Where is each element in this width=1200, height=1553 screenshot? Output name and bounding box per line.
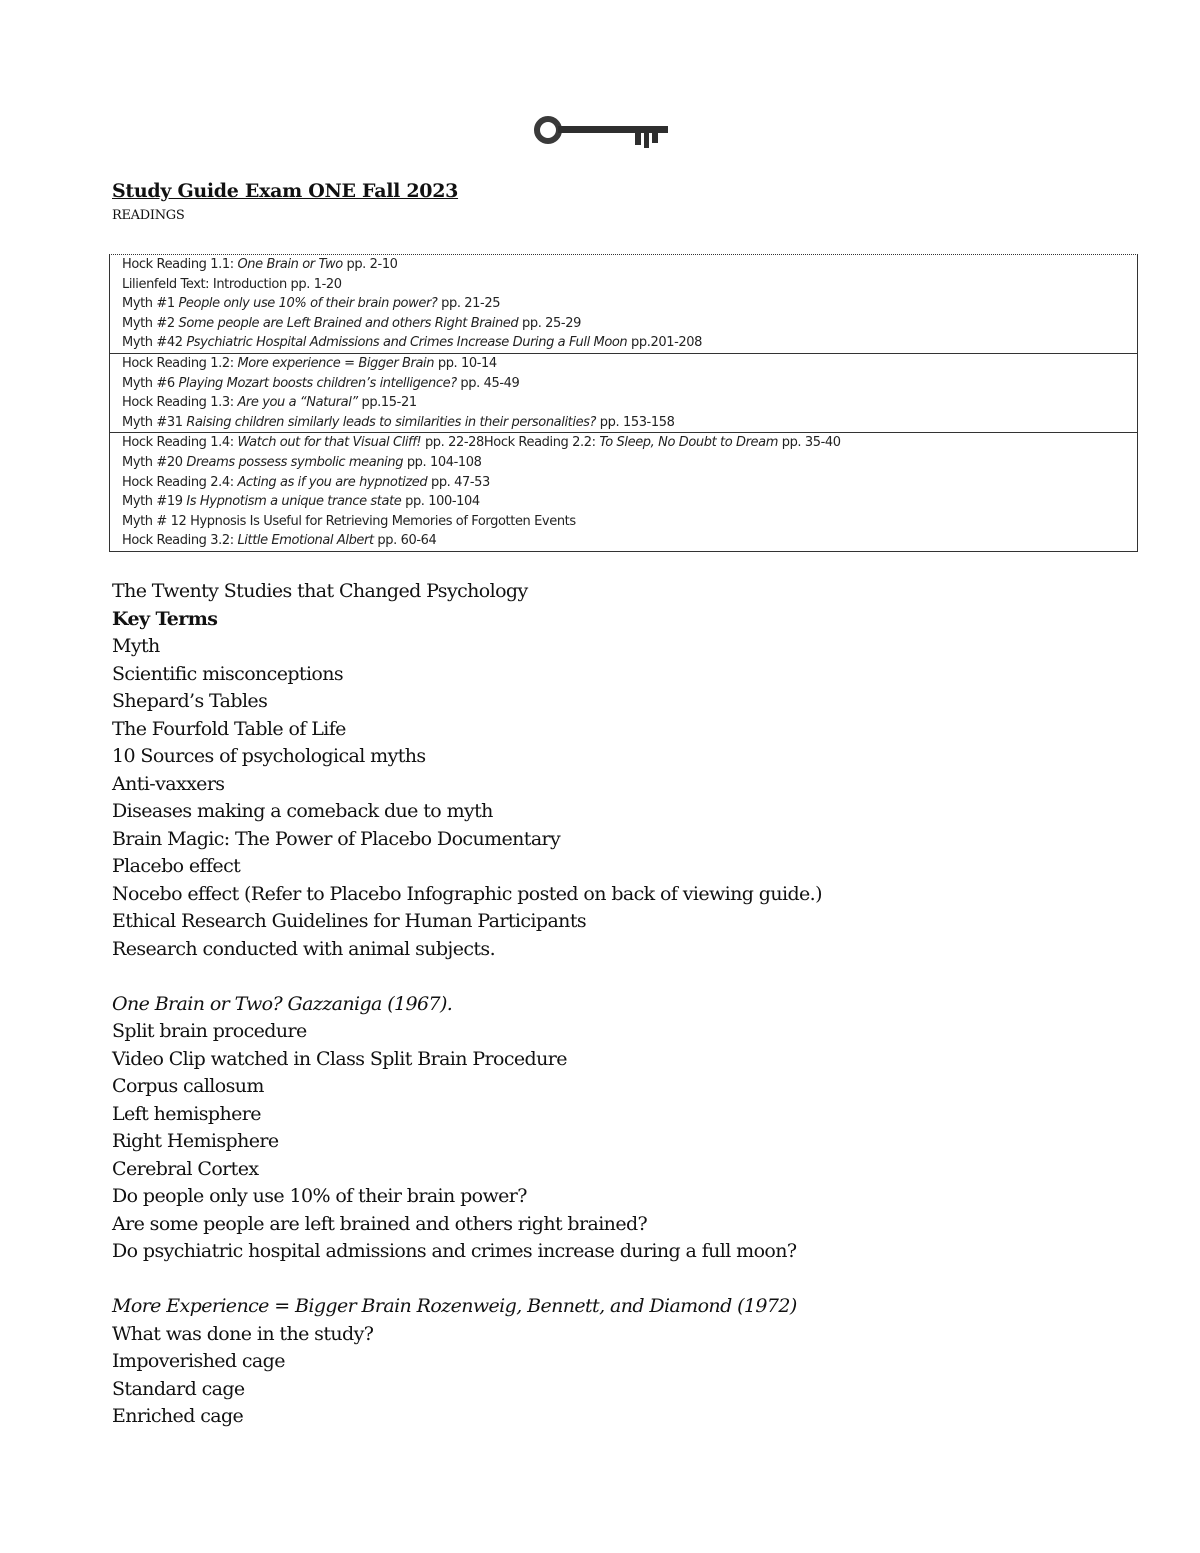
reading-text: Lilienfeld Text: Introduction pp. 1-20 xyxy=(122,276,342,292)
reading-text: Myth #31 xyxy=(122,414,187,430)
readings-group xyxy=(110,255,1137,354)
study-term: Do people only use 10% of their brain power? xyxy=(112,1185,527,1207)
study-term: Shepard’s Tables xyxy=(112,690,268,712)
reading-row xyxy=(110,354,1137,374)
reading-title: One Brain or Two xyxy=(237,257,343,272)
reading-title: People only use 10% of their brain power? xyxy=(178,296,438,312)
reading-text: pp. 25-29 xyxy=(518,315,581,331)
readings-subtitle: READINGS xyxy=(112,208,185,223)
study-term: Cerebral Cortex xyxy=(112,1157,259,1180)
reading-text: pp. 153-158 xyxy=(596,414,675,430)
reading-row xyxy=(110,413,1137,433)
reading-title: Playing Mozart boosts children’s intelligence? xyxy=(178,375,457,391)
study-heading: More Experience = Bigger Brain Rozenweig, Bennett, and Diamond (1972) xyxy=(112,1295,797,1317)
study-term: Split brain procedure xyxy=(112,1020,307,1042)
study-term: Scientific misconceptions xyxy=(112,662,344,685)
key-icon xyxy=(531,113,671,151)
reading-title: To Sleep, No Doubt to Dream xyxy=(599,435,778,451)
study-term: The Twenty Studies that Changed Psychology xyxy=(112,580,528,602)
study-term: Enriched cage xyxy=(112,1405,244,1427)
study-term: Are some people are left brained and others right brained? xyxy=(112,1212,648,1235)
reading-title: More experience = Bigger Brain xyxy=(237,355,435,371)
study-term: Research conducted with animal subjects. xyxy=(112,937,496,960)
blank-line xyxy=(112,963,822,991)
reading-text: pp. 21-25 xyxy=(437,296,501,312)
study-term: Standard cage xyxy=(112,1377,245,1400)
reading-row xyxy=(110,453,1137,473)
reading-text: Hock Reading 1.3: xyxy=(122,395,238,411)
reading-row xyxy=(110,433,1137,453)
reading-text: pp.201-208 xyxy=(627,335,702,351)
reading-text: pp.15-21 xyxy=(357,395,417,411)
reading-text: Myth #2 xyxy=(122,315,179,331)
blank-line xyxy=(112,1266,822,1294)
reading-title: Some people are Left Brained and others Right Brained xyxy=(178,315,519,331)
reading-text: Hock Reading 1.2: xyxy=(122,355,238,371)
study-term: Ethical Research Guidelines for Human Participants xyxy=(112,910,587,932)
reading-text: Myth #1 xyxy=(122,296,179,312)
reading-title: Are you a “Natural” xyxy=(237,395,358,411)
study-term: Anti-vaxxers xyxy=(112,772,225,795)
reading-text: Hock Reading 2.4: xyxy=(122,474,238,490)
reading-row xyxy=(110,333,1137,353)
study-term: Video Clip watched in Class Split Brain Procedure xyxy=(112,1047,567,1070)
study-term: Do psychiatric hospital admissions and crimes increase during a full moon? xyxy=(112,1240,797,1262)
reading-row xyxy=(110,314,1137,334)
readings-group xyxy=(110,433,1137,552)
study-term: Left hemisphere xyxy=(112,1102,261,1125)
reading-text: Hock Reading 3.2: xyxy=(122,533,238,549)
reading-text: pp. 10-14 xyxy=(434,355,497,371)
study-term: Brain Magic: The Power of Placebo Documentary xyxy=(112,827,561,850)
reading-row xyxy=(110,275,1137,295)
reading-text: Myth #20 xyxy=(122,454,187,470)
reading-title: Little Emotional Albert xyxy=(237,533,374,549)
study-term: Right Hemisphere xyxy=(112,1130,279,1152)
reading-title: Is Hypnotism a unique trance state xyxy=(186,494,402,510)
readings-table xyxy=(109,254,1138,552)
reading-title: Acting as if you are hypnotized xyxy=(237,474,428,490)
study-term: Nocebo effect (Refer to Placebo Infographic posted on back of viewing guide.) xyxy=(112,882,822,905)
reading-title: Raising children similarly leads to similarities in their personalities? xyxy=(186,414,597,430)
reading-text: Hock Reading 1.4: xyxy=(122,435,238,451)
reading-text: pp. 60-64 xyxy=(373,533,437,549)
reading-text: pp. 47-53 xyxy=(427,474,490,490)
study-term: Corpus callosum xyxy=(112,1075,264,1097)
study-term: The Fourfold Table of Life xyxy=(112,717,346,740)
reading-text: Myth #6 xyxy=(122,375,179,391)
reading-row xyxy=(110,531,1137,551)
reading-text: Hock Reading 1.1: xyxy=(122,257,238,272)
section-heading: Key Terms xyxy=(112,607,218,630)
study-term: Myth xyxy=(112,635,160,657)
reading-row xyxy=(110,374,1137,394)
reading-row xyxy=(110,393,1137,413)
reading-text: pp. 35-40 xyxy=(778,435,841,451)
reading-text: pp. 100-104 xyxy=(401,494,480,510)
reading-text: pp. 22-28Hock Reading 2.2: xyxy=(421,435,600,451)
reading-row xyxy=(110,473,1137,493)
study-term: 10 Sources of psychological myths xyxy=(112,745,426,767)
study-term: What was done in the study? xyxy=(112,1322,374,1345)
page-title: Study Guide Exam ONE Fall 2023 xyxy=(112,180,459,202)
reading-text: pp. 45-49 xyxy=(456,375,520,391)
study-term: Diseases making a comeback due to myth xyxy=(112,800,493,822)
study-terms-list xyxy=(112,578,822,1431)
study-heading: One Brain or Two? Gazzaniga (1967). xyxy=(112,992,453,1015)
reading-text: Myth #19 xyxy=(122,494,187,510)
reading-title: Dreams possess symbolic meaning xyxy=(186,454,404,470)
study-term: Placebo effect xyxy=(112,855,241,877)
reading-row xyxy=(110,512,1137,532)
reading-row xyxy=(110,255,1137,275)
reading-text: Myth #42 xyxy=(122,335,187,351)
readings-group xyxy=(110,354,1137,433)
reading-text: pp. 104-108 xyxy=(403,454,482,470)
reading-row xyxy=(110,294,1137,314)
reading-title: Psychiatric Hospital Admissions and Crimes Increase During a Full Moon xyxy=(186,335,628,351)
study-term: Impoverished cage xyxy=(112,1350,285,1372)
reading-text: pp. 2-10 xyxy=(342,257,398,272)
reading-row xyxy=(110,492,1137,512)
reading-text: Myth # 12 Hypnosis Is Useful for Retrieving Memories of Forgotten Events xyxy=(122,513,576,529)
reading-title: Watch out for that Visual Cliff! xyxy=(237,435,422,451)
